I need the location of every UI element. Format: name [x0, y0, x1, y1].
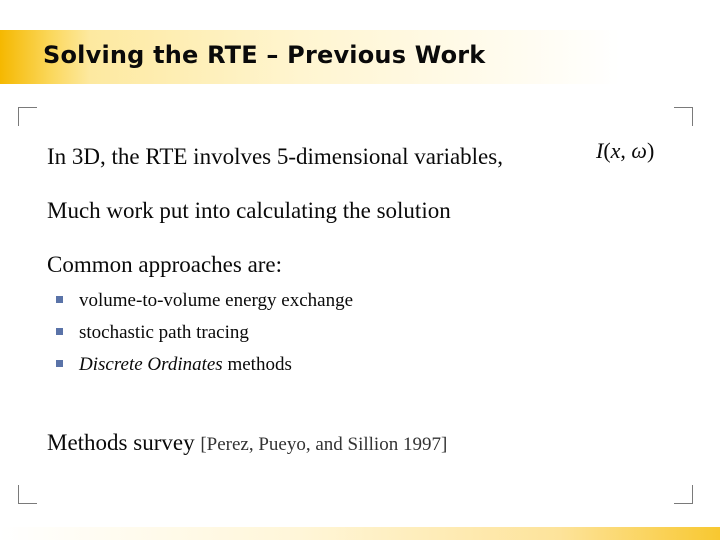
bullet-square-icon	[56, 296, 63, 303]
corner-mark-top-right	[674, 107, 693, 126]
discrete-ordinates-italic: Discrete Ordinates	[79, 354, 223, 375]
slide-title: Solving the RTE – Previous Work	[43, 41, 486, 69]
discrete-ordinates-rest: methods	[222, 354, 292, 375]
methods-survey-label: Methods survey	[47, 430, 195, 455]
bullet-square-icon	[56, 360, 63, 367]
body-line-rte-variables: In 3D, the RTE involves 5-dimensional variables,	[47, 144, 503, 169]
formula-function: I	[596, 138, 604, 163]
bullet-item-path-tracing: stochastic path tracing	[79, 322, 249, 343]
methods-survey-line	[47, 430, 447, 456]
formula-var-omega: ω	[631, 138, 647, 163]
bottom-band	[0, 527, 720, 540]
body-line-solution: Much work put into calculating the solution	[47, 198, 451, 223]
formula-close-paren: )	[646, 138, 655, 163]
corner-mark-bottom-right	[674, 485, 693, 504]
bullet-item-discrete-ordinates	[79, 354, 292, 376]
formula-separator: ,	[620, 138, 632, 163]
body-line-approaches: Common approaches are:	[47, 252, 283, 277]
corner-mark-bottom-left	[18, 485, 37, 504]
formula-var-x: x	[610, 138, 621, 163]
bullet-item-volume-exchange: volume-to-volume energy exchange	[79, 290, 353, 311]
corner-mark-top-left	[18, 107, 37, 126]
rte-formula	[596, 138, 654, 164]
bullet-square-icon	[56, 328, 63, 335]
survey-reference: [Perez, Pueyo, and Sillion 1997]	[200, 434, 448, 455]
formula-open-paren: (	[603, 138, 611, 163]
